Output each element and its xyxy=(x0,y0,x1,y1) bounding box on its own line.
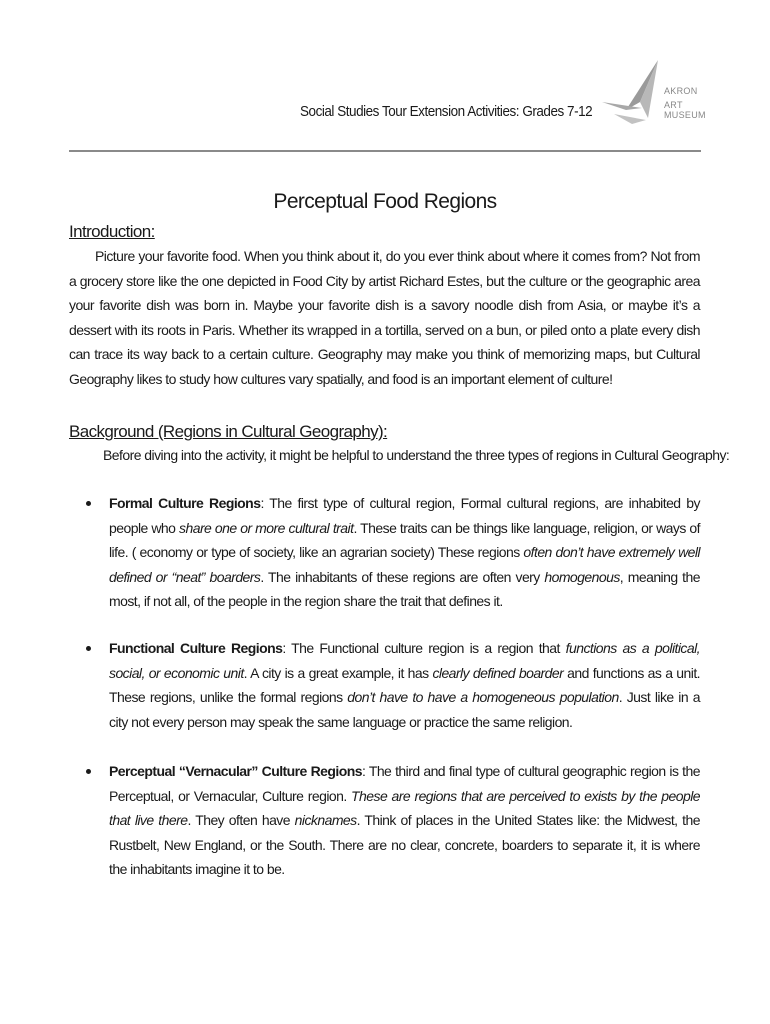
emphasis-text: clearly defined boarder xyxy=(432,664,564,681)
body-text: . Think of places in the United States like: the Midwest, the Rustbelt, New England, or the South. There are no clear, concrete, boarders to separate it, it is where the inhabitants imagine it to be. xyxy=(109,812,700,877)
emphasis-text: These are regions that are perceived to exists by the people that live there xyxy=(109,787,701,828)
body-text: : The first type of cultural region, Formal cultural regions, are inhabited by people who xyxy=(109,495,700,536)
logo-text-line-2: ART xyxy=(664,100,683,110)
emphasis-text: often don’t have extremely well defined or “neat” boarders xyxy=(109,544,700,585)
region-term: Functional Culture Regions xyxy=(109,640,283,656)
logo-text-line-3: MUSEUM xyxy=(664,110,706,120)
header-title: Social Studies Tour Extension Activities: Grades 7-12 xyxy=(300,104,593,120)
body-text: , meaning the most, if not all, of the people in the region share the trait that defines it. xyxy=(109,568,700,609)
introduction-heading: Introduction: xyxy=(69,222,155,241)
region-term: Formal Culture Regions xyxy=(109,495,261,511)
list-item-text xyxy=(109,759,700,882)
list-item-text xyxy=(109,491,700,614)
header-divider xyxy=(69,150,701,152)
body-text: . These traits can be things like language, religion, or ways of life. ( economy or type of society, like an agrarian society) These regions xyxy=(109,519,700,560)
emphasis-text: don’t have to have a homogeneous population xyxy=(347,689,619,705)
body-text: . Just like in a city not every person may speak the same language or practice the same religion. xyxy=(109,689,700,730)
body-text: . They often have xyxy=(187,812,295,828)
body-text: and functions as a unit. These regions, unlike the formal regions xyxy=(109,664,700,705)
body-text: . The inhabitants of these regions are often very xyxy=(260,568,545,585)
document-title: Perceptual Food Regions xyxy=(273,190,497,213)
body-text: : The Functional culture region is a region that xyxy=(282,640,566,656)
bullet-dot-icon xyxy=(86,769,91,774)
emphasis-text: functions as a political, social, or economic unit xyxy=(109,640,701,681)
body-text: : The third and final type of cultural geographic region is the Perceptual, or Vernacular, Culture region. xyxy=(109,763,700,804)
background-lead-text: Before diving into the activity, it might be helpful to understand the three types of regions in Cultural Geography: xyxy=(103,447,730,463)
body-text: . A city is a great example, it has xyxy=(243,664,433,681)
background-heading: Background (Regions in Cultural Geography): xyxy=(69,422,388,441)
introduction-paragraph: Picture your favorite food. When you think about it, do you ever think about where it comes from? Not from a grocery store like the one depicted in Food City by artist Richard Estes, but the culture or the geographic area your favorite dish was born in. Maybe your favorite dish is a savory noodle dish from Asia, or maybe it’s a dessert with its roots in Paris. Whether its wrapped in a tortilla, served on a bun, or piled onto a plate every dish can trace its way back to a certain culture. Geography may make you think of memorizing maps, but Cultural Geography likes to study how cultures vary spatially, and food is an important element of culture! xyxy=(69,248,700,387)
emphasis-text: share one or more cultural trait xyxy=(179,519,354,536)
emphasis-text: nicknames xyxy=(294,812,357,828)
region-term: Perceptual “Vernacular” Culture Regions xyxy=(109,763,362,779)
list-item-text xyxy=(109,636,700,734)
emphasis-text: homogenous xyxy=(544,568,620,585)
logo-text-line-1: AKRON xyxy=(664,86,698,96)
akron-art-museum-logo-icon xyxy=(596,58,708,128)
bullet-dot-icon xyxy=(86,501,91,506)
bullet-dot-icon xyxy=(86,646,91,651)
